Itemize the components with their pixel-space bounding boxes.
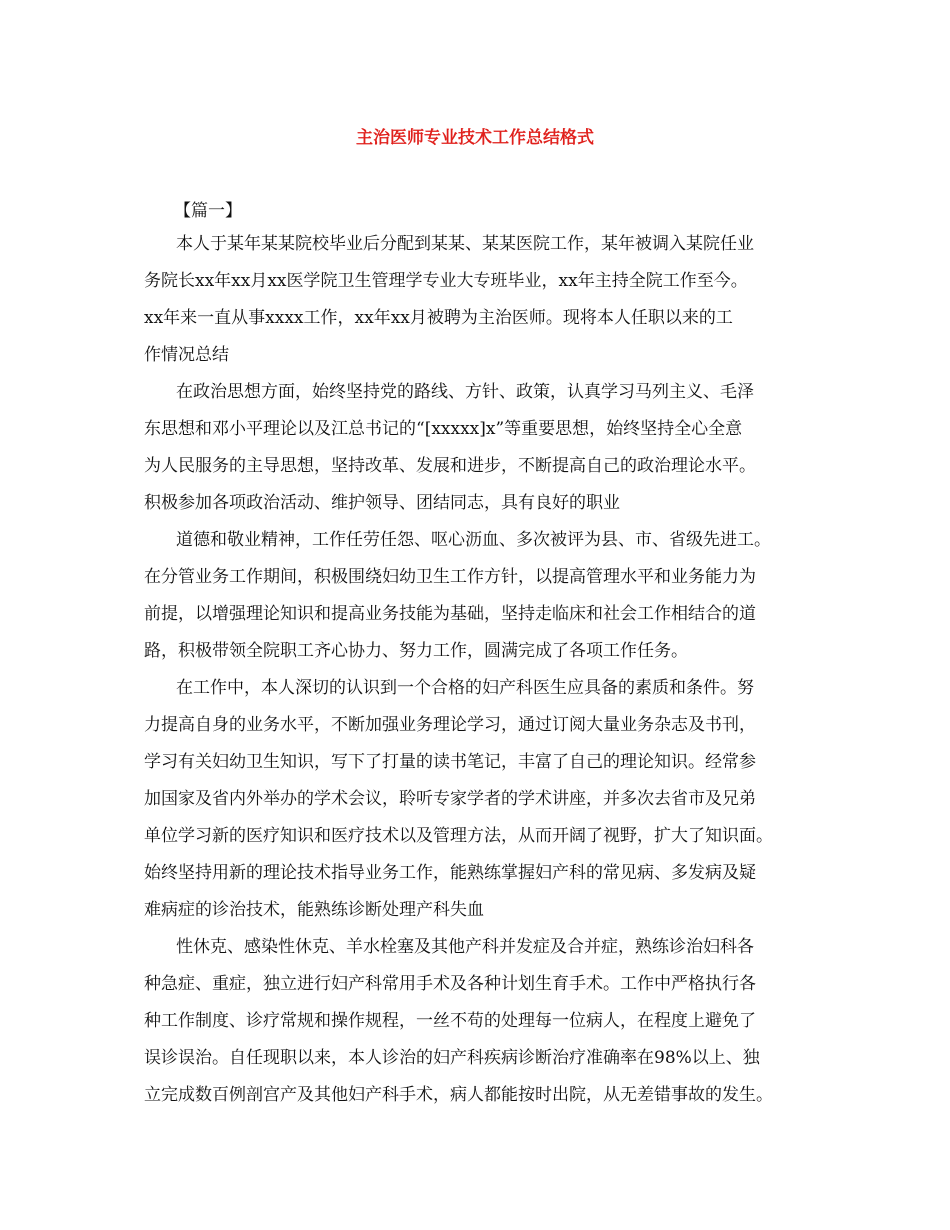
text-line: 积极参加各项政治活动、维护领导、团结同志，具有良好的职业 — [144, 493, 620, 513]
text-line: 学习有关妇幼卫生知识，写下了打量的读书笔记，丰富了自己的理论知识。经常参 — [144, 752, 756, 772]
text-line: 立完成数百例剖宫产及其他妇产科手术，病人都能按时出院，从无差错事故的发生。 — [144, 1085, 773, 1105]
text-line: 种工作制度、诊疗常规和操作规程，一丝不苟的处理每一位病人，在程度上避免了 — [144, 1011, 756, 1031]
paragraph-5 — [144, 929, 824, 1114]
text-line: 本人于某年某某院校毕业后分配到某某、某某医院工作，某年被调入某院任业 — [176, 234, 754, 254]
document-title: 主治医师专业技术工作总结格式 — [356, 128, 594, 148]
paragraph-2 — [144, 374, 824, 522]
text-line: 在分管业务工作期间，积极围绕妇幼卫生工作方针，以提高管理水平和业务能力为 — [144, 567, 756, 587]
paragraph-3 — [144, 522, 824, 670]
text-line: 前提，以增强理论知识和提高业务技能为基础，坚持走临床和社会工作相结合的道 — [144, 604, 756, 624]
section-label: 【篇一】 — [174, 201, 242, 221]
text-line: 性休克、感染性休克、羊水栓塞及其他产科并发症及合并症，熟练诊治妇科各 — [176, 937, 754, 957]
text-line: 加国家及省内外举办的学术会议，聆听专家学者的学术讲座，并多次去省市及兄弟 — [144, 789, 756, 809]
text-line: 务院长xx年xx月xx医学院卫生管理学专业大专班毕业，xx年主持全院工作至今。 — [144, 271, 748, 291]
text-line: 难病症的诊治技术，能熟练诊断处理产科失血 — [144, 900, 484, 920]
text-line: 作情况总结 — [144, 345, 229, 365]
paragraph-4 — [144, 670, 824, 929]
text-line: xx年来一直从事xxxx工作，xx年xx月被聘为主治医师。现将本人任职以来的工 — [144, 308, 733, 328]
text-line: 种急症、重症，独立进行妇产科常用手术及各种计划生育手术。工作中严格执行各 — [144, 974, 756, 994]
text-line: 单位学习新的医疗知识和医疗技术以及管理方法，从而开阔了视野，扩大了知识面。 — [144, 826, 773, 846]
text-line: 误诊误治。自任现职以来，本人诊治的妇产科疾病诊断治疗准确率在98%以上、独 — [144, 1048, 760, 1068]
text-line: 在政治思想方面，始终坚持党的路线、方针、政策，认真学习马列主义、毛泽 — [176, 382, 754, 402]
text-line: 在工作中，本人深切的认识到一个合格的妇产科医生应具备的素质和条件。努 — [176, 678, 754, 698]
text-line: 东思想和邓小平理论以及江总书记的“[xxxxx]x”等重要思想，始终坚持全心全意 — [144, 419, 743, 439]
text-line: 为人民服务的主导思想，坚持改革、发展和进步，不断提高自己的政治理论水平。 — [144, 456, 756, 476]
text-line: 力提高自身的业务水平，不断加强业务理论学习，通过订阅大量业务杂志及书刊， — [144, 715, 756, 735]
text-line: 始终坚持用新的理论技术指导业务工作，能熟练掌握妇产科的常见病、多发病及疑 — [144, 863, 756, 883]
text-line: 道德和敬业精神，工作任劳任怨、呕心沥血、多次被评为县、市、省级先进工。 — [176, 530, 771, 550]
text-line: 路，积极带领全院职工齐心协力、努力工作，圆满完成了各项工作任务。 — [144, 641, 688, 661]
document-body — [144, 226, 824, 1114]
paragraph-1 — [144, 226, 824, 374]
